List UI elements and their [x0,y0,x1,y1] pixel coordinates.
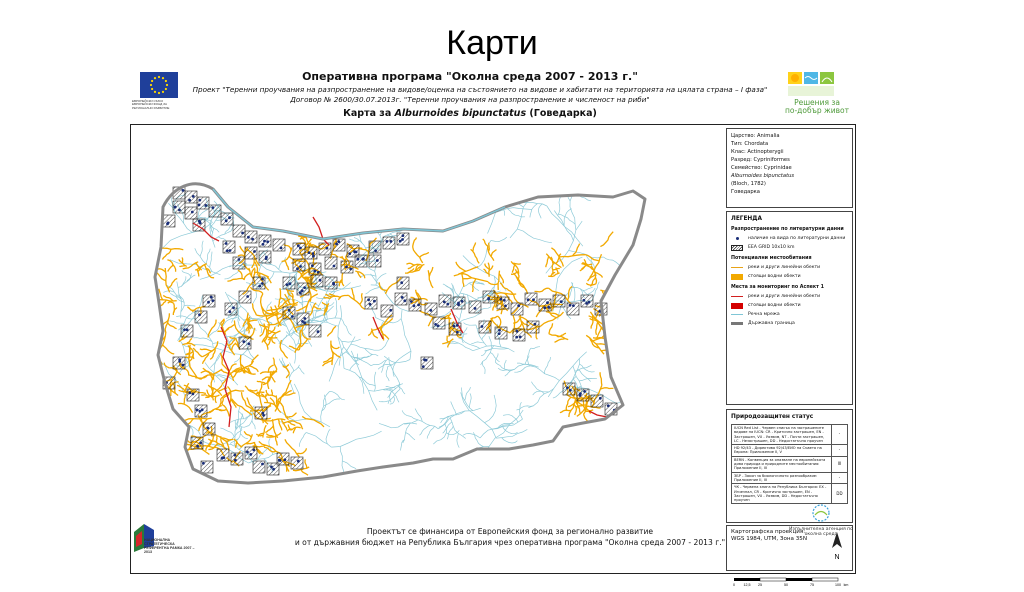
presence-dot [456,324,459,327]
presence-dot [266,240,269,243]
presence-dot [272,468,275,471]
grid-cell [325,277,337,289]
presence-dot [238,258,241,261]
taxon-kingdom: Царство: Animalia [731,133,780,139]
taxon-phylum: Тип: Chordata [731,141,769,147]
presence-dot [198,199,201,202]
orange-fill-swatch [731,274,743,280]
grid-cell [365,297,377,309]
presence-dot [312,255,315,258]
presence-dot [481,325,484,328]
eu-caption: ЕВРОПЕЙСКИ СЪЮЗ ЕВРОПЕЙСКИ ФОНД ЗА РЕГИОНАЛНО РАЗВИТИЕ [132,99,170,110]
presence-dot [585,302,588,305]
grid-cell [293,259,305,271]
presence-dot [288,282,291,285]
presence-dot [232,306,235,309]
scale-tick-1: 12,5 [743,583,751,587]
presence-dot [425,359,428,362]
presence-dot [376,259,379,262]
legend-item-dot: наличие на вида по литературни данни [731,234,848,243]
legend-item-rivers-orange: реки и други линейни обекти [731,263,848,272]
presence-dot [457,302,460,305]
contract-line: Договор № 2600/30.07.2013г. "Теренни проучвания на разпространение и численост на риби" [290,95,650,104]
legend-item-waters-orange: стоящи водни обекти [731,272,848,281]
table-row: IUCN Red List - Червен списък на застрашените видове на IUCN: CR - Критично застрашен, EN - Застрашен, VU - Уязвим, NT - Почти застрашен, LC - Незастрашен, DD - Недостатъчно проучен - [732,425,848,445]
presence-dot [186,328,189,331]
footer-line-1: Проектът се финансира от Европейския фонд за регионално развитие [366,527,654,536]
grid-cell [273,239,285,251]
scale-tick-5: 100 [835,583,841,587]
grid-cell [195,311,207,323]
bulgaria-map [133,127,723,571]
presence-dot [297,460,300,463]
grid-cell [383,237,395,249]
presence-dot [261,278,264,281]
presence-dot [252,449,255,452]
taxon-class: Клас: Actinopterygii [731,149,784,155]
presence-dot [178,209,181,212]
presence-dot [517,304,520,307]
grid-cell [497,297,509,309]
legend-section-literature: Разпространение по литературни данни [731,227,844,232]
scale-tick-4: 75 [810,583,814,587]
presence-dot [246,451,249,454]
presence-dot [503,299,506,302]
presence-dot [400,281,403,284]
agency-logo [786,504,856,538]
presence-dot [246,295,249,298]
presence-dot [389,309,392,312]
grid-cell [433,317,445,329]
presence-dot [569,389,572,392]
presence-dot [188,199,191,202]
presence-dot [210,296,213,299]
presence-dot [374,249,377,252]
presence-dot [515,336,518,339]
presence-dot [367,298,370,301]
presence-dot [262,243,265,246]
grid-cell [325,257,337,269]
presence-dot [453,325,456,328]
projection-line-2: WGS 1984, UTM, Зона 35N [731,536,808,542]
legend-item-border: Държавна граница [731,319,848,328]
presence-dot [207,427,210,430]
grid-cell [221,213,233,225]
taxon-common-name: Говедарка [731,189,760,195]
presence-dot [241,232,244,235]
presence-dot [288,309,291,312]
presence-dot [183,328,186,331]
presence-dot [286,283,289,286]
presence-dot [317,271,320,274]
scale-bar [730,576,850,592]
map-title-prefix: Карта за [343,108,392,119]
grid-cell [513,329,525,341]
presence-dot [443,301,446,304]
grid-cell [511,303,523,315]
presence-dot [251,238,254,241]
presence-dot [588,301,591,304]
grid-cell [291,457,303,469]
map-title-species: Alburnoides bipunctatus [394,108,527,119]
grid-cell [197,197,209,209]
presence-dot [547,306,550,309]
table-row: BERN - Конвенция за опазване на европейската дива природа и природните местообитания: Приложение II, III III [732,456,848,472]
scale-unit: km [843,583,849,587]
presence-dot [429,309,432,312]
grid-cell [259,251,271,263]
grid-cell [319,243,331,255]
presence-dot [399,240,402,243]
presence-dot [519,336,522,339]
sun-waves-icon [788,72,836,98]
presence-dot [301,320,304,323]
presence-dot [356,258,359,261]
presence-dot [543,306,546,309]
presence-dot [560,300,563,303]
grid-cell [425,303,437,315]
presence-dot [228,216,231,219]
presence-dot-swatch [731,236,743,242]
presence-dot [297,244,300,247]
red-line-swatch [731,296,743,297]
presence-dot [229,249,232,252]
presence-dot [174,206,177,209]
presence-dot [348,252,351,255]
map-frame [130,124,856,574]
presence-dot [369,303,372,306]
agency-emblem-icon [806,504,836,522]
presence-dot [296,267,299,270]
grid-cell [525,293,537,305]
presence-dot [291,315,294,318]
grid-cell [553,295,565,307]
presence-dot [333,265,336,268]
legend-panel [726,211,853,405]
presence-dot [461,300,464,303]
presence-dot [225,242,228,245]
presence-dot [182,189,185,192]
presence-dot [527,298,530,301]
presence-dot [202,462,205,465]
grid-cell [297,283,309,295]
grid-cell [185,207,197,219]
presence-dot [583,390,586,393]
presence-dot [599,397,602,400]
right-logo-caption: Решения за по-добър живот [784,98,850,115]
presence-dot [196,409,199,412]
presence-dot [313,270,316,273]
program-title: Оперативна програма "Околна среда 2007 - 2013 г." [302,70,638,83]
presence-dot [504,305,507,308]
footer-text [250,526,770,548]
presence-dot [284,458,287,461]
presence-dot [349,268,352,271]
presence-dot [191,211,194,214]
presence-dot [410,300,413,303]
grid-cell [245,231,257,243]
legend-title: ЛЕГЕНДА [731,216,762,222]
grid-cell [563,383,575,395]
presence-dot [353,250,356,253]
presence-dot [192,393,195,396]
presence-dot [249,453,252,456]
presence-dot [253,250,256,253]
presence-dot [242,340,245,343]
presence-dot [403,299,406,302]
presence-dot [192,195,195,198]
legend-item-river-net: Речна мрежа [731,310,848,319]
presence-dot [265,256,268,259]
presence-dot [211,299,214,302]
grid-cell [355,255,367,267]
bulgaria-map-svg [133,127,723,571]
blue-line-swatch [731,314,743,315]
presence-dot [386,240,389,243]
presence-dot [299,265,302,268]
presence-dot [280,247,283,250]
presence-dot [301,289,304,292]
presence-dot [456,331,459,334]
presence-dot [498,332,501,335]
presence-dot [390,240,393,243]
protection-title: Природозащитен статус [731,414,814,420]
scale-tick-0: 0 [733,583,735,587]
map-title-suffix: (Говедарка) [529,108,597,119]
project-line: Проект "Теренни проучвания на разпространение на видове/оценка на състоянието на видове и хабитати на територията на цялата страна – I фаза" [192,85,768,94]
taxon-order: Разред: Cypriniformes [731,157,790,163]
border-swatch [731,322,743,324]
presence-dot [167,222,170,225]
presence-dot [474,307,477,310]
presence-dot [263,240,266,243]
presence-dot [178,358,181,361]
grid-cell [495,327,507,339]
presence-dot [299,247,302,250]
presence-dot [579,394,582,397]
eu-flag-logo [140,72,178,98]
grid-cell [305,247,317,259]
presence-dot [437,324,440,327]
grid-cell [483,291,495,303]
presence-dot [332,283,335,286]
presence-dot [362,257,365,260]
legend-item-rivers-red: реки и други линейни обекти [731,292,848,301]
presence-dot [566,386,569,389]
presence-dot [417,304,420,307]
presence-dot [319,279,322,282]
presence-dot [446,303,449,306]
grid-cell [209,205,221,217]
presence-dot [500,298,503,301]
slide-title: Карти [446,24,538,62]
presence-dot [261,463,264,466]
taxon-author: (Bloch, 1782) [731,181,766,187]
table-row: ЧК - Червена книга на Република България: EX - Изчезнал, CR - Критично застрашен, EN - Застрашен, VU - Уязвим, DD - Недостатъчно проучен DD [732,484,848,504]
presence-dot [434,323,437,326]
presence-dot [303,286,306,289]
presence-dot [337,240,340,243]
presence-dot [317,330,320,333]
presence-dot [261,282,264,285]
presence-dot [225,219,228,222]
taxon-species: Alburnoides bipunctatus [731,173,795,179]
presence-dot [299,291,302,294]
presence-dot [279,459,282,462]
presence-dot [401,296,404,299]
presence-dot [498,329,501,332]
grid-cell [239,291,251,303]
presence-dot [308,251,311,254]
map-title [190,108,750,119]
grid-cell [245,247,257,259]
legend-item-grid: EEA GRID 10x10 km [731,243,848,252]
legend-section-monitoring: Места за мониторинг по Аспект 1 [731,285,824,290]
protection-table [731,424,848,504]
presence-dot [182,364,185,367]
grid-cell [233,225,245,237]
presence-dot [199,410,202,413]
table-row: ЗБР - Закон за биологичното разнообразие: Приложение II, III - [732,472,848,484]
red-fill-swatch [731,303,743,309]
presence-dot [270,466,273,469]
presence-dot [204,204,207,207]
presence-dot [196,445,199,448]
presence-dot [247,342,250,345]
orange-line-swatch [731,267,743,268]
presence-dot [583,299,586,302]
presence-dot [188,391,191,394]
map-sheet [130,68,856,587]
grid-cell [369,255,381,267]
footer-line-2: и от държавния бюджет на Република България чрез оперативна програма "Околна среда 2007 - 2013 г." [294,538,726,547]
presence-dot [199,222,202,225]
taxon-family: Семейство: Cyprinidae [731,165,792,171]
presence-dot [198,313,201,316]
presence-dot [234,459,237,462]
grid-cell [449,323,461,335]
grid-cell [231,453,243,465]
grid-cell [255,407,267,419]
presence-dot [401,238,404,241]
presence-dot [221,457,224,460]
presence-dot [311,264,314,267]
grid-swatch [731,245,743,251]
presence-dot [247,236,250,239]
presence-dot [234,454,237,457]
grid-cell [225,303,237,315]
nsrf-caption: НАЦИОНАЛНА СТРАТЕГИЧЕСКА РЕФЕРЕНТНА РАМКА 2007 – 2013 [144,538,195,554]
north-label: N [834,554,840,561]
presence-dot [413,304,416,307]
presence-dot [261,412,264,415]
grid-cell [163,215,175,227]
presence-dot [516,330,519,333]
presence-dot [546,301,549,304]
presence-dot [258,285,261,288]
presence-dot [335,243,338,246]
scale-tick-3: 50 [784,583,788,587]
presence-dot [487,298,490,301]
presence-dot [534,323,537,326]
grid-cell [591,395,603,407]
grid-cell [539,299,551,311]
grid-cell [527,321,539,333]
presence-dot [532,298,535,301]
presence-dot [198,204,201,207]
table-row: HD 92/43 - Директива 92/43/ЕИО на Съвета на Европа: Приложение II, V - [732,445,848,457]
presence-dot [201,408,204,411]
presence-dot [212,206,215,209]
presence-dot [228,310,231,313]
legend-section-potential: Потенциални местообитания [731,256,812,261]
projection-line-1: Картографска проекция: [731,529,806,535]
presence-dot [422,365,425,368]
presence-dot [199,441,202,444]
presence-dot [207,301,210,304]
presence-dot [572,304,575,307]
agency-caption: Изпълнителна агенция по околна среда [789,527,853,538]
presence-dot [345,266,348,269]
presence-dot [226,249,229,252]
presence-dot [312,252,315,255]
legend-item-waters-red: стоящи водни обекти [731,301,848,310]
presence-dot [303,317,306,320]
grid-cell [203,423,215,435]
presence-dot [569,304,572,307]
presence-dot [402,234,405,237]
operational-program-logo [778,72,848,118]
grid-cell [297,313,309,325]
grid-cell [185,191,197,203]
presence-dot [326,247,329,250]
presence-dot [607,404,610,407]
taxonomy-panel [726,128,853,208]
presence-dot [373,300,376,303]
grid-cell [395,293,407,305]
scale-tick-2: 25 [758,583,762,587]
